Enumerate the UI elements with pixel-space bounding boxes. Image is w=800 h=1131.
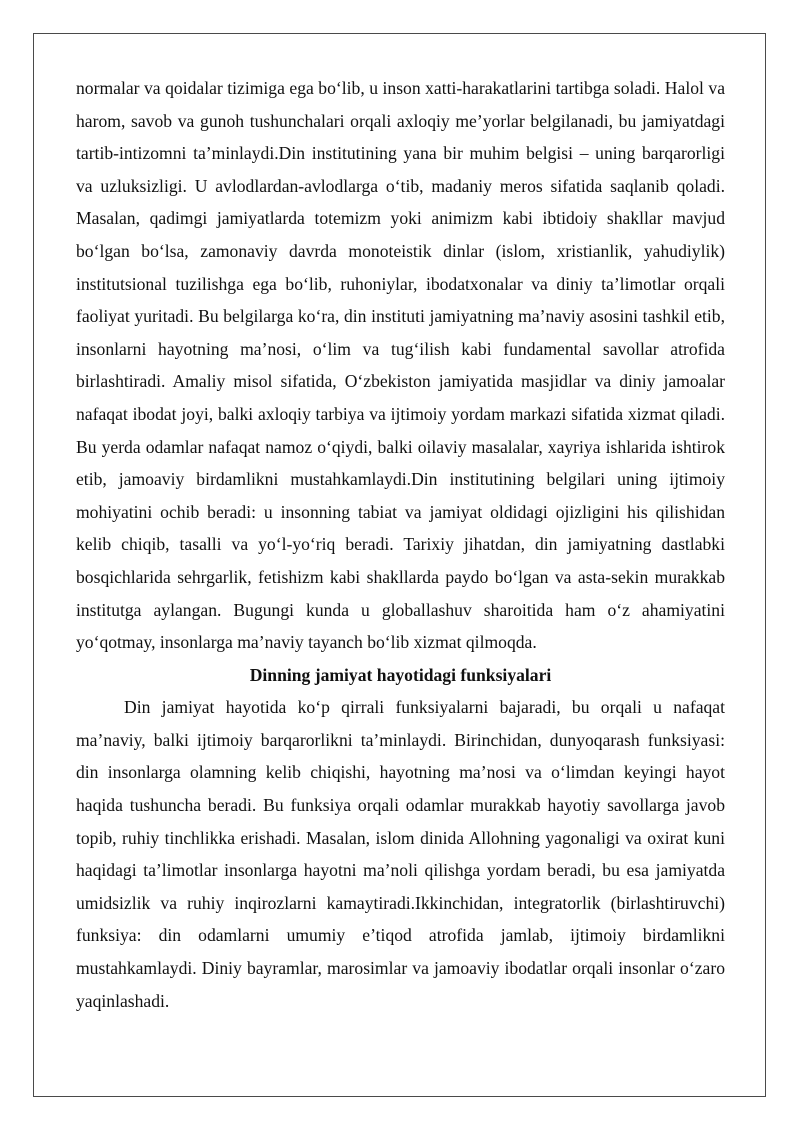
body-paragraph-continuation: normalar va qoidalar tizimiga ega bo‘lib, u inson xatti-harakatlarini tartibga soladi. Halol va harom, savob va gunoh tushunchalari orqali axloqiy me’yorlar belgilanadi, bu jamiyatdagi tartib-intizomni ta’minlaydi.Din institutining yana bir muhim belgisi – uning barqarorligi va uzluksizligi. U avlodlardan-avlodlarga o‘tib, madaniy meros sifatida saqlanib qoladi. Masalan, qadimgi jamiyatlarda totemizm yoki animizm kabi ibtidoiy shakllar mavjud bo‘lgan bo‘lsa, zamonaviy davrda monoteistik dinlar (islom, xristianlik, yahudiylik) institutsional tuzilishga ega bo‘lib, ruhoniylar, ibodatxonalar va diniy ta’limotlar orqali faoliyat yuritadi. Bu belgilarga ko‘ra, din instituti jamiyatning ma’naviy asosini tashkil etib, insonlarni hayotning ma’nosi, o‘lim va tug‘ilish kabi fundamental savollar atrofida birlashtiradi. Amaliy misol sifatida, O‘zbekiston jamiyatida masjidlar va diniy jamoalar nafaqat ibodat joyi, balki axloqiy tarbiya va ijtimoiy yordam markazi sifatida xizmat qiladi. Bu yerda odamlar nafaqat namoz o‘qiydi, balki oilaviy masalalar, xayriya ishlarida ishtirok etib, jamoaviy birdamlikni mustahkamlaydi.Din institutining belgilari uning ijtimoiy mohiyatini ochib beradi: u insonning tabiat va jamiyat oldidagi ojizligini his qilishidan kelib chiqib, tasalli va yo‘l-yo‘riq beradi. Tarixiy jihatdan, din jamiyatning dastlabki bosqichlarida sehrgarlik, fetishizm kabi shakllarda paydo bo‘lgan va asta-sekin murakkab institutga aylangan. Bugungi kunda u globallashuv sharoitida ham o‘z ahamiyatini yo‘qotmay, insonlarga ma’naviy tayanch bo‘lib xizmat qilmoqda. — [76, 78, 725, 653]
section-heading: Dinning jamiyat hayotidagi funksiyalari — [249, 664, 552, 685]
body-paragraph-functions: Din jamiyat hayotida ko‘p qirrali funksiyalarni bajaradi, bu orqali u nafaqat ma’naviy, balki ijtimoiy barqarorlikni ta’minlaydi. Birinchidan, dunyoqarash funksiyasi: din insonlarga olamning kelib chiqishi, hayotning ma’nosi va o‘limdan keyingi hayot haqida tushuncha beradi. Bu funksiya orqali odamlar murakkab hayotiy savollarga javob topib, ruhiy tinchlikka erishadi. Masalan, islom dinida Allohning yagonaligi va oxirat kuni haqidagi ta’limotlar insonlarga hayotni ma’noli qilishga yordam beradi, bu esa jamiyatda umidsizlik va ruhiy inqirozlarni kamaytiradi.Ikkinchidan, integratorlik (birlashtiruvchi) funksiya: din odamlarni umumiy e’tiqod atrofida jamlab, ijtimoiy birdamlikni mustahkamlaydi. Diniy bayramlar, marosimlar va jamoaviy ibodatlar orqali insonlar o‘zaro yaqinlashadi. — [76, 697, 725, 1011]
document-body — [76, 72, 725, 1017]
